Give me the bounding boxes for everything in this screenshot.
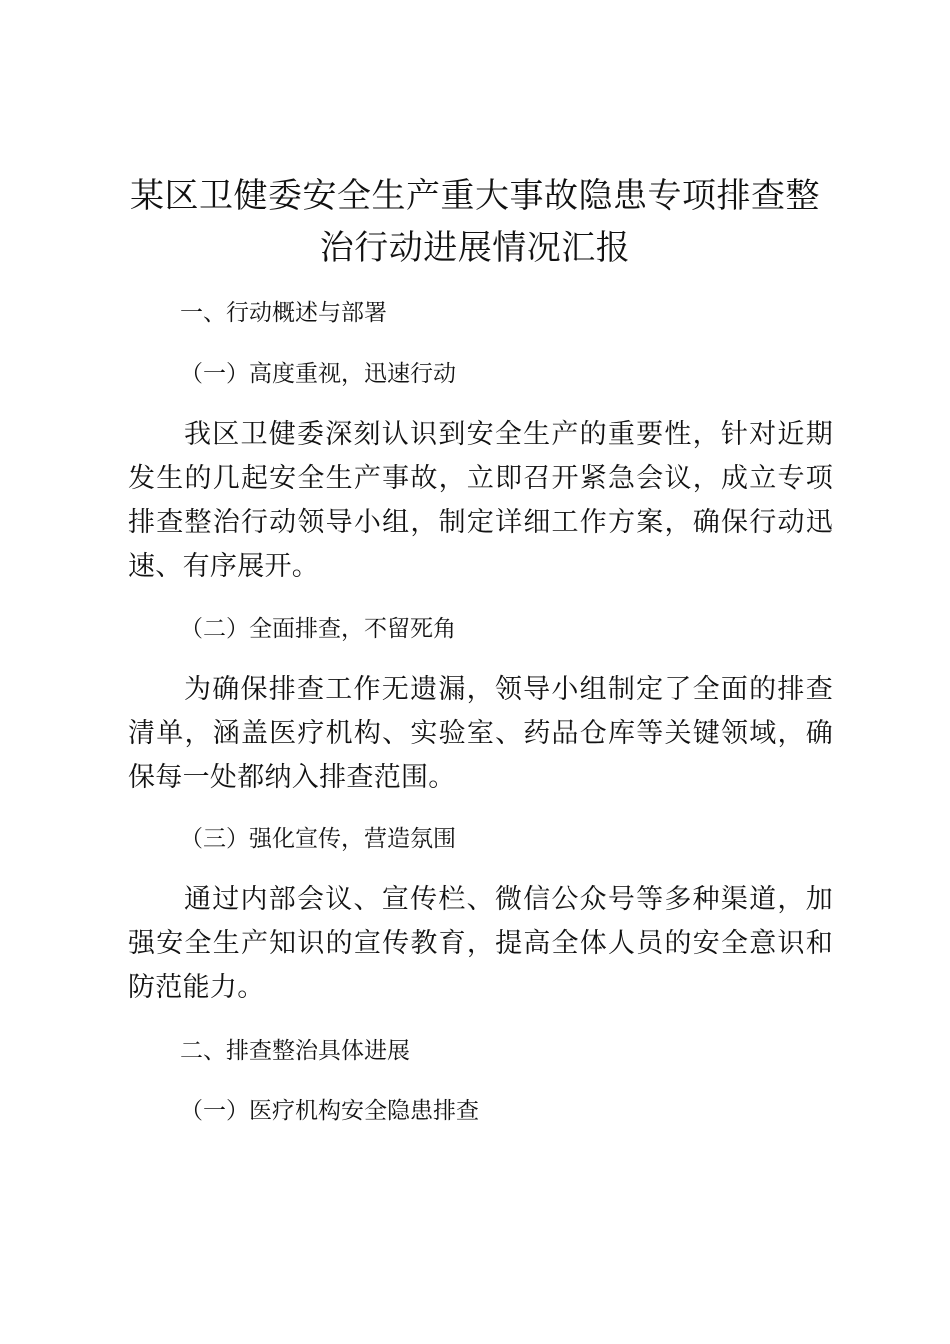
paragraph-1-2: 为确保排查工作无遗漏，领导小组制定了全面的排查清单，涵盖医疗机构、实验室、药品仓库等关键领域，确保每一处都纳入排查范围。 [128, 674, 833, 793]
paragraph-1-3: 通过内部会议、宣传栏、微信公众号等多种渠道，加强安全生产知识的宣传教育，提高全体人员的安全意识和防范能力。 [128, 884, 833, 1003]
document-title: 某区卫健委安全生产重大事故隐患专项排查整治行动进展情况汇报 [130, 176, 820, 268]
section-heading-1: 一、行动概述与部署 [180, 300, 387, 326]
subsection-heading-2-1: （一）医疗机构安全隐患排查 [180, 1098, 479, 1124]
subsection-heading-1-3: （三）强化宣传，营造氛围 [180, 826, 456, 852]
subsection-heading-1-2: （二）全面排查，不留死角 [180, 616, 456, 642]
section-heading-2: 二、排查整治具体进展 [180, 1038, 410, 1064]
subsection-heading-1-1: （一）高度重视，迅速行动 [180, 361, 456, 387]
paragraph-1-1: 我区卫健委深刻认识到安全生产的重要性，针对近期发生的几起安全生产事故，立即召开紧急会议，成立专项排查整治行动领导小组，制定详细工作方案，确保行动迅速、有序展开。 [128, 419, 833, 582]
